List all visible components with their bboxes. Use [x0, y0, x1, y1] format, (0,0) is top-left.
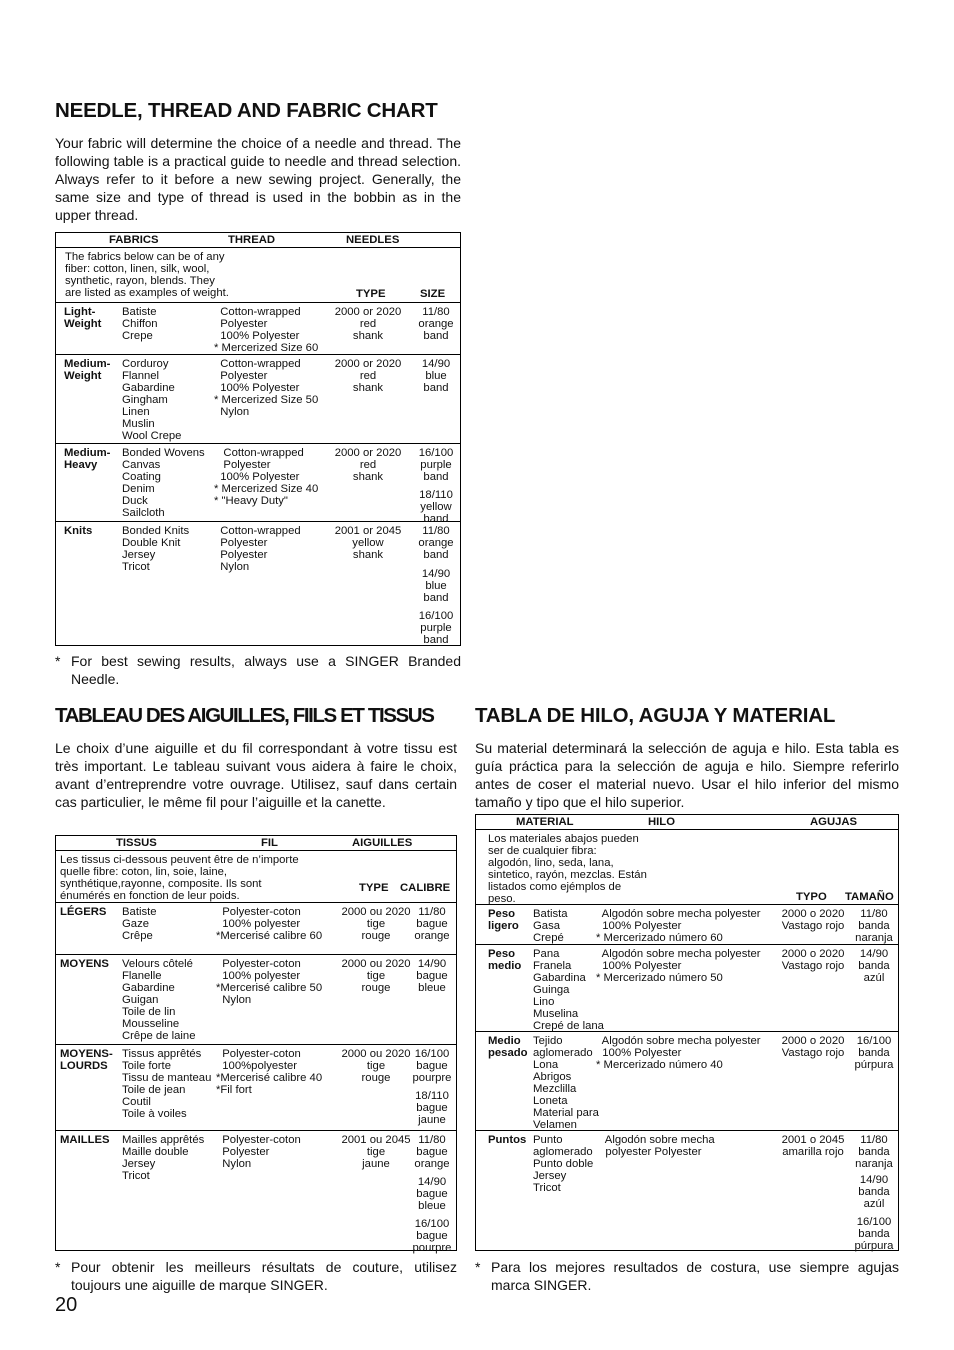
needle-size: 16/100 banda púrpura: [854, 1216, 894, 1252]
needle-size: 16/100 purple band: [418, 447, 454, 483]
note-text: Los materiales abajos pueden ser de cualquier fibra: algodón, lino, seda, lana, sintetico, rayón, mezclas. Están listados como ejémplos de peso.: [488, 833, 647, 905]
fabric-list: Corduroy Flannel Gabardine Gingham Linen Muslin Wool Crepe: [122, 358, 182, 442]
needle-size: 14/90 blue band: [421, 568, 451, 604]
weight-category: Light- Weight: [64, 306, 102, 330]
table-header: [56, 836, 456, 851]
fabric-list: Batiste Chiffon Crepe: [122, 306, 158, 342]
table-row: [56, 903, 456, 955]
weight-category: LÉGERS: [60, 906, 107, 918]
weight-category: Medio pesado: [488, 1035, 528, 1059]
sub-header: SIZE: [420, 288, 446, 300]
fabric-list: Bonded Knits Double Knit Jersey Tricot: [122, 525, 190, 573]
fabric-list: Batiste Gaze Crêpe: [122, 906, 157, 942]
table-row: [476, 945, 898, 1032]
needle-type: 2000 or 2020 red shank: [334, 358, 402, 394]
needle-size: 11/80 banda naranja: [855, 908, 893, 944]
thread-list: Algodón sobre mecha polyester 100% Polyester * Mercerizado número 50: [596, 948, 761, 984]
weight-category: MAILLES: [60, 1134, 110, 1146]
table-header: [56, 233, 460, 248]
fabric-list: Tejido aglomerado Lona Abrigos Mezclilla Loneta Material para Velamen: [533, 1035, 599, 1131]
needle-type: 2000 o 2020 Vastago rojo: [781, 1035, 845, 1059]
needle-size: 11/80 orange band: [418, 525, 454, 561]
en-title: NEEDLE, THREAD AND FABRIC CHART: [55, 99, 438, 122]
thread-list: Polyester-coton 100% polyester *Mercerisé calibre 50 Nylon: [216, 958, 323, 1006]
sub-header: TYPO: [796, 891, 827, 903]
es-footnote: * Para los mejores resultados de costura, use siempre agujas marca SINGER.: [475, 1259, 899, 1293]
col-header: HILO: [648, 816, 675, 828]
fr-intro: Le choix d’une aiguille et du fil correspondant à votre tissu est très important. Le tableau suivant vous aidera à faire le choix, avant d’entreprendre votre ouvrage. Utilisez, sauf dans certain cas particulier, le même fil pour l’aiguille et la canette.: [55, 740, 457, 810]
weight-category: Knits: [64, 525, 93, 537]
weight-category: Medium- Heavy: [64, 447, 111, 471]
fabric-list: Mailles apprêtés Maille double Jersey Tricot: [122, 1134, 205, 1182]
en-section: [55, 99, 461, 224]
needle-type: 2001 or 2045 yellow shank: [334, 525, 402, 561]
fabric-list: Bonded Wovens Canvas Coating Denim Duck Sailcloth: [122, 447, 205, 519]
thread-list: Polyester-coton 100% polyester *Mercerisé calibre 60: [216, 906, 323, 942]
needle-size: 11/80 bague orange: [414, 906, 450, 942]
needle-size: 16/100 banda púrpura: [854, 1035, 894, 1071]
table-row: [56, 444, 460, 525]
sub-header: CALIBRE: [400, 882, 451, 894]
table-row: [56, 355, 460, 444]
fabric-list: Tissus apprêtés Toile forte Tissu de manteau Toile de jean Coutil Toile à voiles: [122, 1048, 212, 1120]
fr-section: [55, 704, 457, 811]
table-row: [56, 1131, 456, 1255]
needle-type: 2001 o 2045 amarilla rojo: [781, 1134, 845, 1158]
fr-title: TABLEAU DES AIGUILLES, FIILS ET TISSUS: [55, 704, 434, 727]
fr-table: [55, 835, 457, 1254]
thread-list: Algodón sobre mecha polyester Polyester: [604, 1134, 715, 1158]
needle-size: 18/110 bague jaune: [415, 1090, 449, 1126]
needle-type: 2000 ou 2020 tige rouge: [341, 1048, 411, 1084]
sub-header: TYPE: [359, 882, 389, 894]
needle-type: 2000 ou 2020 tige rouge: [341, 958, 411, 994]
sub-header: TYPE: [356, 288, 386, 300]
fabric-list: Punto aglomerado Punto doble Jersey Tricot: [533, 1134, 594, 1194]
needle-type: 2000 o 2020 Vastago rojo: [781, 908, 845, 932]
table-note: [476, 830, 898, 905]
note-text: The fabrics below can be of any fiber: cotton, linen, silk, wool, synthetic, rayon, blends. They are listed as examples of weight.: [65, 251, 229, 299]
weight-category: MOYENS- LOURDS: [60, 1048, 113, 1072]
en-table: [55, 232, 461, 646]
table-row: [56, 1045, 456, 1131]
fabric-list: Pana Franela Gabardina Guinga Lino Muselina Crepé de lana: [533, 948, 604, 1032]
col-header: FABRICS: [109, 234, 159, 246]
fr-footnote: * Pour obtenir les meilleurs résultats de couture, utilisez toujours une aiguille de marque SINGER.: [55, 1259, 457, 1293]
col-header: FIL: [261, 837, 278, 849]
note-text: Les tissus ci-dessous peuvent être de n’importe quelle fibre: coton, lin, soie, laine, synthétique,rayonne, composite. Ils sont énumérés en fonction de leur poids.: [60, 854, 299, 902]
table-row: [56, 303, 460, 355]
table-row: [476, 905, 898, 945]
table-row: [476, 1131, 898, 1252]
table-row: [56, 955, 456, 1045]
weight-category: Peso medio: [488, 948, 522, 972]
needle-size: 11/80 orange band: [418, 306, 454, 342]
table-note: [56, 851, 456, 903]
needle-size: 11/80 bague orange: [414, 1134, 450, 1170]
needle-size: 14/90 bague bleue: [416, 958, 448, 994]
needle-size: 16/100 purple band: [418, 610, 454, 646]
es-table: [475, 814, 899, 1251]
col-header: NEEDLES: [346, 234, 400, 246]
weight-category: Peso ligero: [488, 908, 519, 932]
col-header: AGUJAS: [810, 816, 858, 828]
thread-list: Cotton-wrapped Polyester 100% Polyester * Mercerized Size 60: [214, 306, 319, 354]
col-header: MATERIAL: [516, 816, 574, 828]
weight-category: Medium- Weight: [64, 358, 111, 382]
needle-size: 11/80 banda naranja: [855, 1134, 893, 1170]
es-intro: Su material determinará la selección de aguja e hilo. Esta tabla es guía práctica para la selección de aguja e hilo. Siempre referirlo antes de coser el material nuevo. Usar el hilo inferior del mismo tamaño y tipo que el hilo superior.: [475, 740, 899, 810]
needle-size: 14/90 bague bleue: [416, 1176, 448, 1212]
needle-type: 2000 o 2020 Vastago rojo: [781, 948, 845, 972]
needle-type: 2000 or 2020 red shank: [334, 306, 402, 342]
weight-category: MOYENS: [60, 958, 109, 970]
es-section: [475, 704, 899, 811]
table-note: [56, 248, 460, 303]
es-title: TABLA DE HILO, AGUJA Y MATERIAL: [475, 704, 836, 727]
col-header: AIGUILLES: [352, 837, 413, 849]
weight-category: Puntos: [488, 1134, 527, 1146]
thread-list: Cotton-wrapped Polyester 100% Polyester * Mercerized Size 50 Nylon: [214, 358, 319, 418]
thread-list: Polyester-coton 100%polyester *Mercerisé calibre 40 *Fil fort: [216, 1048, 323, 1096]
en-intro: Your fabric will determine the choice of a needle and thread. The following table is a practical guide to needle and thread selection. Always refer to it before a new sewing project. Generally, the same size and type of thread is used in the bobbin as in the upper thread.: [55, 135, 461, 223]
needle-type: 2000 or 2020 red shank: [334, 447, 402, 483]
sub-header: TAMAÑO: [845, 891, 894, 903]
needle-size: 14/90 blue band: [421, 358, 451, 394]
needle-size: 18/110 yellow band: [419, 489, 453, 525]
needle-size: 16/100 bague pourpre: [412, 1218, 452, 1254]
thread-list: Polyester-coton Polyester Nylon: [222, 1134, 301, 1170]
page-number: 20: [55, 1294, 78, 1316]
thread-list: Algodón sobre mecha polyester 100% Polyester * Mercerizado número 40: [596, 1035, 761, 1071]
needle-size: 14/90 banda azúl: [858, 1174, 890, 1210]
fabric-list: Batista Gasa Crepé: [533, 908, 568, 944]
table-header: [476, 815, 898, 830]
col-header: THREAD: [228, 234, 276, 246]
needle-type: 2000 ou 2020 tige rouge: [341, 906, 411, 942]
col-header: TISSUS: [116, 837, 157, 849]
table-row: [476, 1032, 898, 1131]
en-footnote: * For best sewing results, always use a SINGER Branded Needle.: [55, 653, 461, 687]
thread-list: Algodón sobre mecha polyester 100% Polyester * Mercerizado número 60: [596, 908, 761, 944]
thread-list: Cotton-wrapped Polyester 100% Polyester * Mercerized Size 40 * "Heavy Duty": [214, 447, 319, 507]
needle-size: 16/100 bague pourpre: [412, 1048, 452, 1084]
needle-type: 2001 ou 2045 tige jaune: [341, 1134, 411, 1170]
thread-list: Cotton-wrapped Polyester Polyester Nylon: [220, 525, 301, 573]
table-row: [56, 522, 460, 649]
fabric-list: Velours côtelé Flanelle Gabardine Guigan Toile de lin Mousseline Crêpe de laine: [122, 958, 196, 1042]
needle-size: 14/90 banda azúl: [858, 948, 890, 984]
